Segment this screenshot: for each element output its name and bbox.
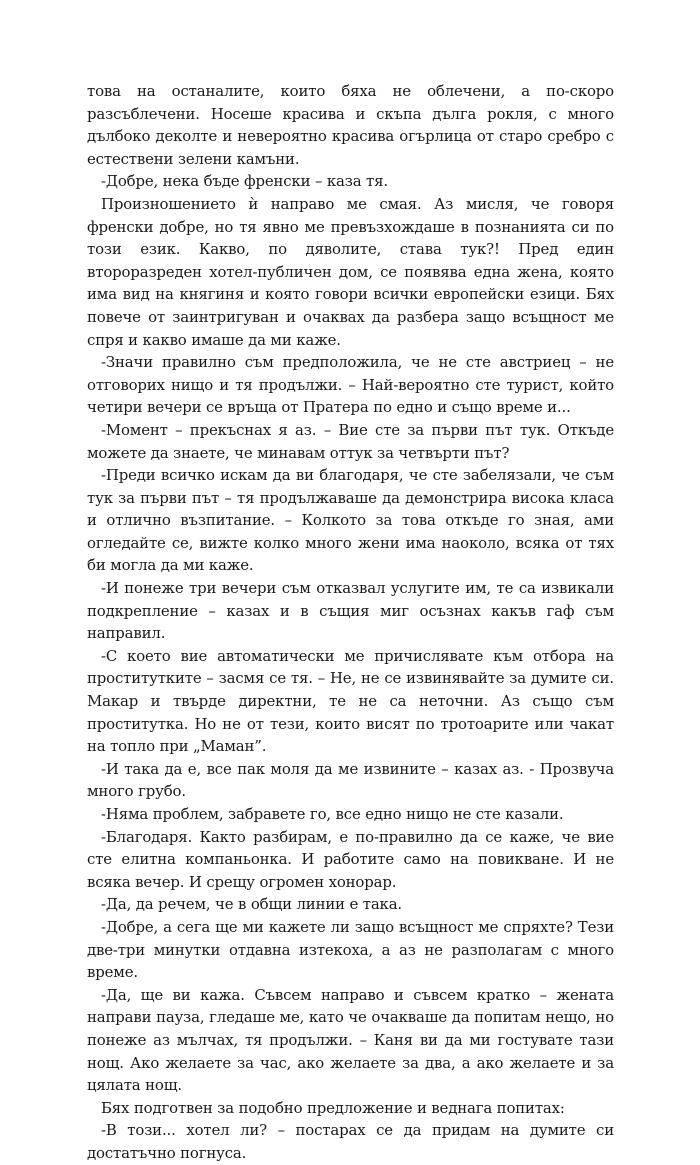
paragraph: -Благодаря. Както разбирам, е по-правилно да се каже, че вие сте елитна компаньонка. И работите само на повикване. И не всяка вечер. И срещу огромен хонорар. bbox=[87, 827, 614, 891]
paragraph: -Да, ще ви кажа. Съвсем направо и съвсем кратко – жената направи пауза, гледаше ме, като че очакваше да попитам нещо, но понеже аз мълчах, тя продължи. – Каня ви да ми гостувате тази нощ. Ако желаете за час, ако желаете за два, а ако желаете и за цялата нощ. bbox=[87, 985, 614, 1095]
paragraph: -И така да е, все пак моля да ме извините – казах аз. - Прозвуча много грубо. bbox=[87, 759, 614, 801]
paragraph: -Момент – прекъснах я аз. – Вие сте за първи път тук. Откъде можете да знаете, че минавам оттук за четвърти път? bbox=[87, 420, 614, 462]
paragraph: -Значи правилно съм предположила, че не сте австриец – не отговорих нищо и тя продължи. – Най-вероятно сте турист, който четири вечери се връща от Пратера по едно и също време и... bbox=[87, 353, 614, 417]
paragraph: -В този... хотел ли? – постарах се да придам на думите си достатъчно погнуса. bbox=[87, 1121, 614, 1162]
paragraph: Произношението ѝ направо ме смая. Аз мисля, че говоря френски добре, но тя явно ме превъзхождаше в познанията си по този език. Какво, по дяволите, става тук?! Пред един второразреден хотел-публичен дом, се появява една жена, която има вид на княгиня и която говори всички европейски езици. Бях повече от заинтригуван и очаквах да разбера защо всъщност ме спря и какво имаше да ми каже. bbox=[87, 194, 614, 349]
paragraph: -С което вие автоматически ме причислявате към отбора на проститутките – засмя се тя. – Не, не се извинявайте за думите си. Макар и твърде директни, те не са неточни. Аз също съм проститутка. Но не от тези, които висят по тротоарите или чакат на топло при „Маман”. bbox=[87, 646, 614, 756]
paragraph: -Няма проблем, забравете го, все едно нищо не сте казали. bbox=[101, 805, 564, 823]
body-text bbox=[87, 80, 614, 1165]
paragraph: -Добре, а сега ще ми кажете ли защо всъщност ме спряхте? Тези две-три минутки отдавна изтекоха, а аз не разполагам с много време. bbox=[87, 917, 614, 982]
paragraph: това на останалите, които бяха не облечени, а по-скоро разсъблечени. Носеше красива и скъпа дълга рокля, с много дълбоко деколте и невероятно красива огърлица от старо сребро с естествени зелени камъни. bbox=[87, 82, 614, 168]
paragraph: Бях подготвен за подобно предложение и веднага попитах: bbox=[101, 1098, 565, 1117]
paragraph: -Добре, нека бъде френски – каза тя. bbox=[101, 172, 388, 191]
paragraph: -Да, да речем, че в общи линии е така. bbox=[101, 895, 403, 914]
paragraph: -И понеже три вечери съм отказвал услугите им, те са извикали подкрепление – казах и в същия миг осъзнах какъв гаф съм направил. bbox=[87, 579, 614, 643]
paragraph: -Преди всичко искам да ви благодаря, че сте забелязали, че съм тук за първи път – тя продължаваше да демонстрира висока класа и отлично възпитание. – Колкото за това откъде го зная, ами огледайте се, вижте колко много жени има наоколо, всяка от тях би могла да ми каже. bbox=[87, 466, 614, 575]
